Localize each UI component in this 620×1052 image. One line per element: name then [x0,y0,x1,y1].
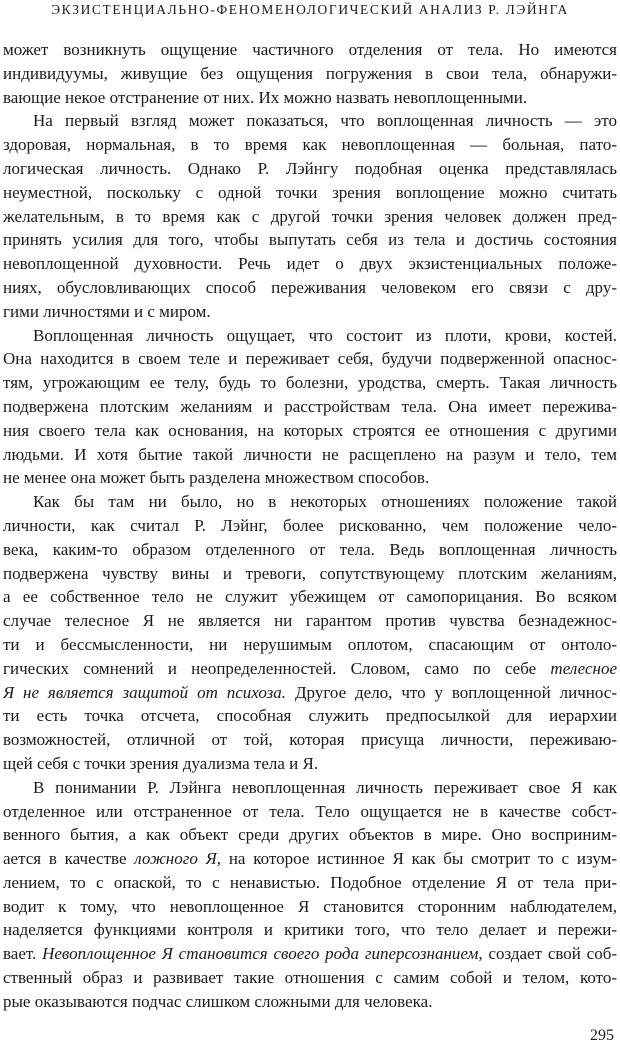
line-text: случае телесное Я не является ни гарантом против чувства безнадежнос- [3,611,617,631]
line-text: не менее она может быть разделена множеством способов. [3,468,430,488]
line-text: возможностей, отличной от той, которая присуща личности, переживаю- [3,730,617,750]
line-text: личности, как считал Р. Лэйнг, более рискованно, чем положение чело- [3,515,617,535]
line-text: века, каким-то образом отделенного от тела. Ведь воплощенная личность [3,539,617,559]
line-text: ается в качестве [3,849,127,869]
line-text: тям, угрожающим ее телу, будь то болезни, уродства, смерть. Такая личность [3,373,617,393]
text-line [3,871,617,895]
running-head: ЭКЗИСТЕНЦИАЛЬНО-ФЕНОМЕНОЛОГИЧЕСКИЙ АНАЛИЗ Р. ЛЭЙНГА [51,2,569,17]
text-line [3,752,617,776]
text-line [3,181,617,205]
text-line [3,942,617,966]
line-text: вает. [3,944,37,964]
text-line [3,562,617,586]
line-text: желательным, в то время как с другой точки зрения человек должен пред- [3,206,617,226]
text-line [3,443,617,467]
line-text: неуместной, поскольку с одной точки зрения воплощение можно считать [3,182,617,202]
text-line [3,538,617,562]
line-text: щей себя с точки зрения дуализма тела и Я. [3,753,319,773]
line-text: гических сомнений и неопределенностей. Словом, само по себе [3,658,537,678]
line-text: принять усилия для того, чтобы выпутать себя из тела и достичь состояния [3,230,617,250]
text-line [3,609,617,633]
line-text: ния своего тела как основания, на которых строятся ее отношения с другими [3,420,617,440]
line-text: Воплощенная личность ощущает, что состоит из плоти, крови, костей. [33,325,617,345]
text-line [3,109,617,133]
text-line [3,419,617,443]
italic-text: телесное [550,658,617,678]
line-text: на которое истинное Я как бы смотрит то с изум- [221,849,617,869]
line-text: логическая личность. Однако Р. Лэйнгу подобная оценка представлялась [3,158,617,178]
line-text: В понимании Р. Лэйнга невоплощенная личность переживает свое Я как [33,777,617,797]
line-text: Как бы там ни было, но в некоторых отношениях положение такой [33,492,617,512]
text-line [3,728,617,752]
line-text: гими личностями и с миром. [3,301,211,321]
line-text: ти и бессмысленности, ни нерушимым оплотом, спасающим от онтоло- [3,634,617,654]
line-text: отделенное или отстраненное от тела. Тело ощущается не в качестве собст- [3,801,617,821]
text-line [3,86,617,110]
text-line [3,300,617,324]
text-line [3,62,617,86]
line-text: Она находится в своем теле и переживает себя, будучи подверженной опаснос- [3,349,617,369]
line-text: может возникнуть ощущение частичного отделения от тела. Но имеются [3,40,617,59]
line-text: индивидуумы, живущие без ощущения погружения в свои тела, обнаружи- [3,63,617,83]
text-line [3,228,617,252]
text-line [3,657,617,681]
line-text: На первый взгляд может показаться, что воплощенная личность — это [33,111,617,131]
line-text: ти есть точка отсчета, способная служить предпосылкой для иерархии [3,706,617,726]
line-text: рые оказываются подчас слишком сложными для человека. [3,991,433,1011]
text-line [3,918,617,942]
text-line [3,895,617,919]
page-number: 295 [590,1027,614,1044]
text-line [3,347,617,371]
line-text: Другое дело, что у воплощенной личнос- [286,682,617,702]
line-text: создает свой соб- [482,944,617,964]
text-line [3,704,617,728]
line-text: вающие некое отстранение от них. Их можно назвать невоплощенными. [3,87,528,107]
text-line [3,823,617,847]
text-line [3,633,617,657]
line-text: водит к тому, что невоплощенное Я становится сторонним наблюдателем, [3,896,617,916]
text-line [3,466,617,490]
line-text: людьми. И хотя бытие такой личности не расщеплено на разум и тело, тем [3,444,617,464]
text-line [3,490,617,514]
text-line [3,776,617,800]
italic-text: Я не является защитой от психоза. [3,682,287,702]
text-line [3,133,617,157]
text-line [3,38,617,62]
text-line [3,276,617,300]
text-line [3,252,617,276]
italic-text: Невоплощенное Я становится своего рода гиперсознанием, [42,944,483,964]
line-text: а ее собственное тело не служит убежищем от самопорицания. Во всяком [3,587,617,607]
text-line [3,514,617,538]
text-line [3,990,617,1014]
text-line [3,681,617,705]
text-line [3,371,617,395]
line-text: наделяется функциями контроля и критики того, что тело делает и пережи- [3,920,617,940]
body-text [3,38,617,1014]
line-text: венного бытия, а как объект среди других объектов в мире. Оно восприним- [3,825,617,845]
line-text: подвержена плотским желаниям и расстройствам тела. Она имеет пережива- [3,396,617,416]
line-text: подвержена чувству вины и тревоги, сопутствующему плотским желаниям, [3,563,617,583]
text-line [3,847,617,871]
text-line [3,800,617,824]
text-line [3,205,617,229]
text-line [3,324,617,348]
text-line [3,585,617,609]
line-text: здоровая, нормальная, в то время как невоплощенная — больная, пато- [3,135,617,155]
italic-text: ложного Я, [134,849,222,869]
text-line [3,966,617,990]
text-line [3,157,617,181]
text-line [3,395,617,419]
line-text: невоплощенной духовности. Речь идет о двух экзистенциальных положе- [3,254,617,274]
line-text: ственный образ и развивает такие отношения с самим собой и телом, кото- [3,968,617,988]
line-text: лением, то с опаской, то с ненавистью. Подобное отделение Я от тела при- [3,872,617,892]
line-text: ниях, обусловливающих способ переживания человеком его связи с дру- [3,277,617,297]
